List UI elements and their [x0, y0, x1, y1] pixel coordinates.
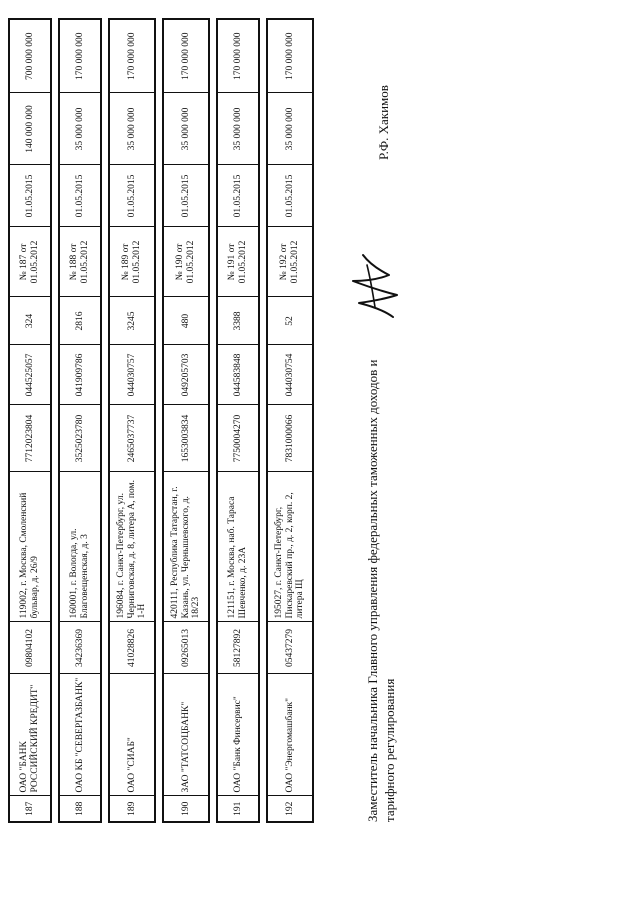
bank-address: 160001, г. Вологда, ул. Благовещенская, д. 3: [59, 472, 101, 622]
expiry-date: 01.05.2015: [163, 165, 209, 227]
row-gap: [51, 19, 59, 822]
row-number: 189: [109, 796, 155, 822]
total-value: 170 000 000: [59, 19, 101, 93]
row-number: 190: [163, 796, 209, 822]
bank-name: ЗАО "ТАТСОЦБАНК": [163, 674, 209, 796]
registration-number: 480: [163, 297, 209, 345]
expiry-date: 01.05.2015: [59, 165, 101, 227]
total-value: 700 000 000: [9, 19, 51, 93]
decision-ref: № 192 от 01.05.2012: [267, 227, 313, 297]
inn-code: 2465037737: [109, 405, 155, 472]
bank-name: ОАО "БАНК РОССИЙСКИЙ КРЕДИТ": [9, 674, 51, 796]
okpo-code: 58127892: [217, 622, 259, 674]
expiry-date: 01.05.2015: [9, 165, 51, 227]
signer-position: Заместитель начальника Главного управления федеральных таможенных доходов и тарифного регулирования: [365, 359, 397, 822]
okpo-code: 34236369: [59, 622, 101, 674]
total-value: 170 000 000: [267, 19, 313, 93]
bik-code: 044525057: [9, 345, 51, 405]
row-number: 191: [217, 796, 259, 822]
okpo-code: 09804102: [9, 622, 51, 674]
table-row: [267, 19, 313, 822]
bank-address: 119002, г. Москва, Смоленский бульвар, д. 26/9: [9, 472, 51, 622]
amount-value: 35 000 000: [59, 93, 101, 165]
bank-name: ОАО "Энергомашбанк": [267, 674, 313, 796]
expiry-date: 01.05.2015: [217, 165, 259, 227]
inn-code: 1653003834: [163, 405, 209, 472]
table-row: [9, 19, 51, 822]
bank-name: ОАО "СИАБ": [109, 674, 155, 796]
total-value: 170 000 000: [163, 19, 209, 93]
bik-code: 049205703: [163, 345, 209, 405]
expiry-date: 01.05.2015: [267, 165, 313, 227]
row-gap: [209, 19, 217, 822]
amount-value: 35 000 000: [217, 93, 259, 165]
inn-code: 7750004270: [217, 405, 259, 472]
bik-code: 044030754: [267, 345, 313, 405]
table-row: [59, 19, 101, 822]
register-table: [8, 18, 314, 823]
bank-address: 195027, г. Санкт-Петербург, Пискаревский пр., д. 2, корп. 2, литера Щ: [267, 472, 313, 622]
bank-address: 196084, г. Санкт-Петербург, ул. Черниговская, д. 8, литера А, пом. 1-Н: [109, 472, 155, 622]
signer-name: Р.Ф. Хакимов: [376, 85, 391, 160]
okpo-code: 09265013: [163, 622, 209, 674]
bank-address: 121151, г. Москва, наб. Тараса Шевченко, д. 23А: [217, 472, 259, 622]
registration-number: 3245: [109, 297, 155, 345]
bik-code: 044030757: [109, 345, 155, 405]
bik-code: 044583848: [217, 345, 259, 405]
decision-ref: № 191 от 01.05.2012: [217, 227, 259, 297]
inn-code: 3525023780: [59, 405, 101, 472]
table-row: [109, 19, 155, 822]
table-row: [163, 19, 209, 822]
row-gap: [155, 19, 163, 822]
amount-value: 35 000 000: [109, 93, 155, 165]
bik-code: 041909786: [59, 345, 101, 405]
decision-ref: № 189 от 01.05.2012: [109, 227, 155, 297]
decision-ref: № 187 от 01.05.2012: [9, 227, 51, 297]
total-value: 170 000 000: [109, 19, 155, 93]
okpo-code: 41028826: [109, 622, 155, 674]
amount-value: 140 000 000: [9, 93, 51, 165]
okpo-code: 05437279: [267, 622, 313, 674]
row-gap: [101, 19, 109, 822]
decision-ref: № 188 от 01.05.2012: [59, 227, 101, 297]
bank-name: ОАО "Банк Финсервис": [217, 674, 259, 796]
row-number: 188: [59, 796, 101, 822]
registration-number: 52: [267, 297, 313, 345]
inn-code: 7712023804: [9, 405, 51, 472]
registration-number: 3388: [217, 297, 259, 345]
signature-icon: [345, 247, 405, 325]
registration-number: 324: [9, 297, 51, 345]
row-number: 187: [9, 796, 51, 822]
bank-address: 420111, Республика Татарстан, г. Казань, ул. Чернышевского, д. 18/23: [163, 472, 209, 622]
amount-value: 35 000 000: [267, 93, 313, 165]
decision-ref: № 190 от 01.05.2012: [163, 227, 209, 297]
amount-value: 35 000 000: [163, 93, 209, 165]
inn-code: 7831000066: [267, 405, 313, 472]
row-gap: [259, 19, 267, 822]
expiry-date: 01.05.2015: [109, 165, 155, 227]
table-row: [217, 19, 259, 822]
row-number: 192: [267, 796, 313, 822]
registration-number: 2816: [59, 297, 101, 345]
bank-name: ОАО КБ "СЕВЕРГАЗБАНК": [59, 674, 101, 796]
total-value: 170 000 000: [217, 19, 259, 93]
